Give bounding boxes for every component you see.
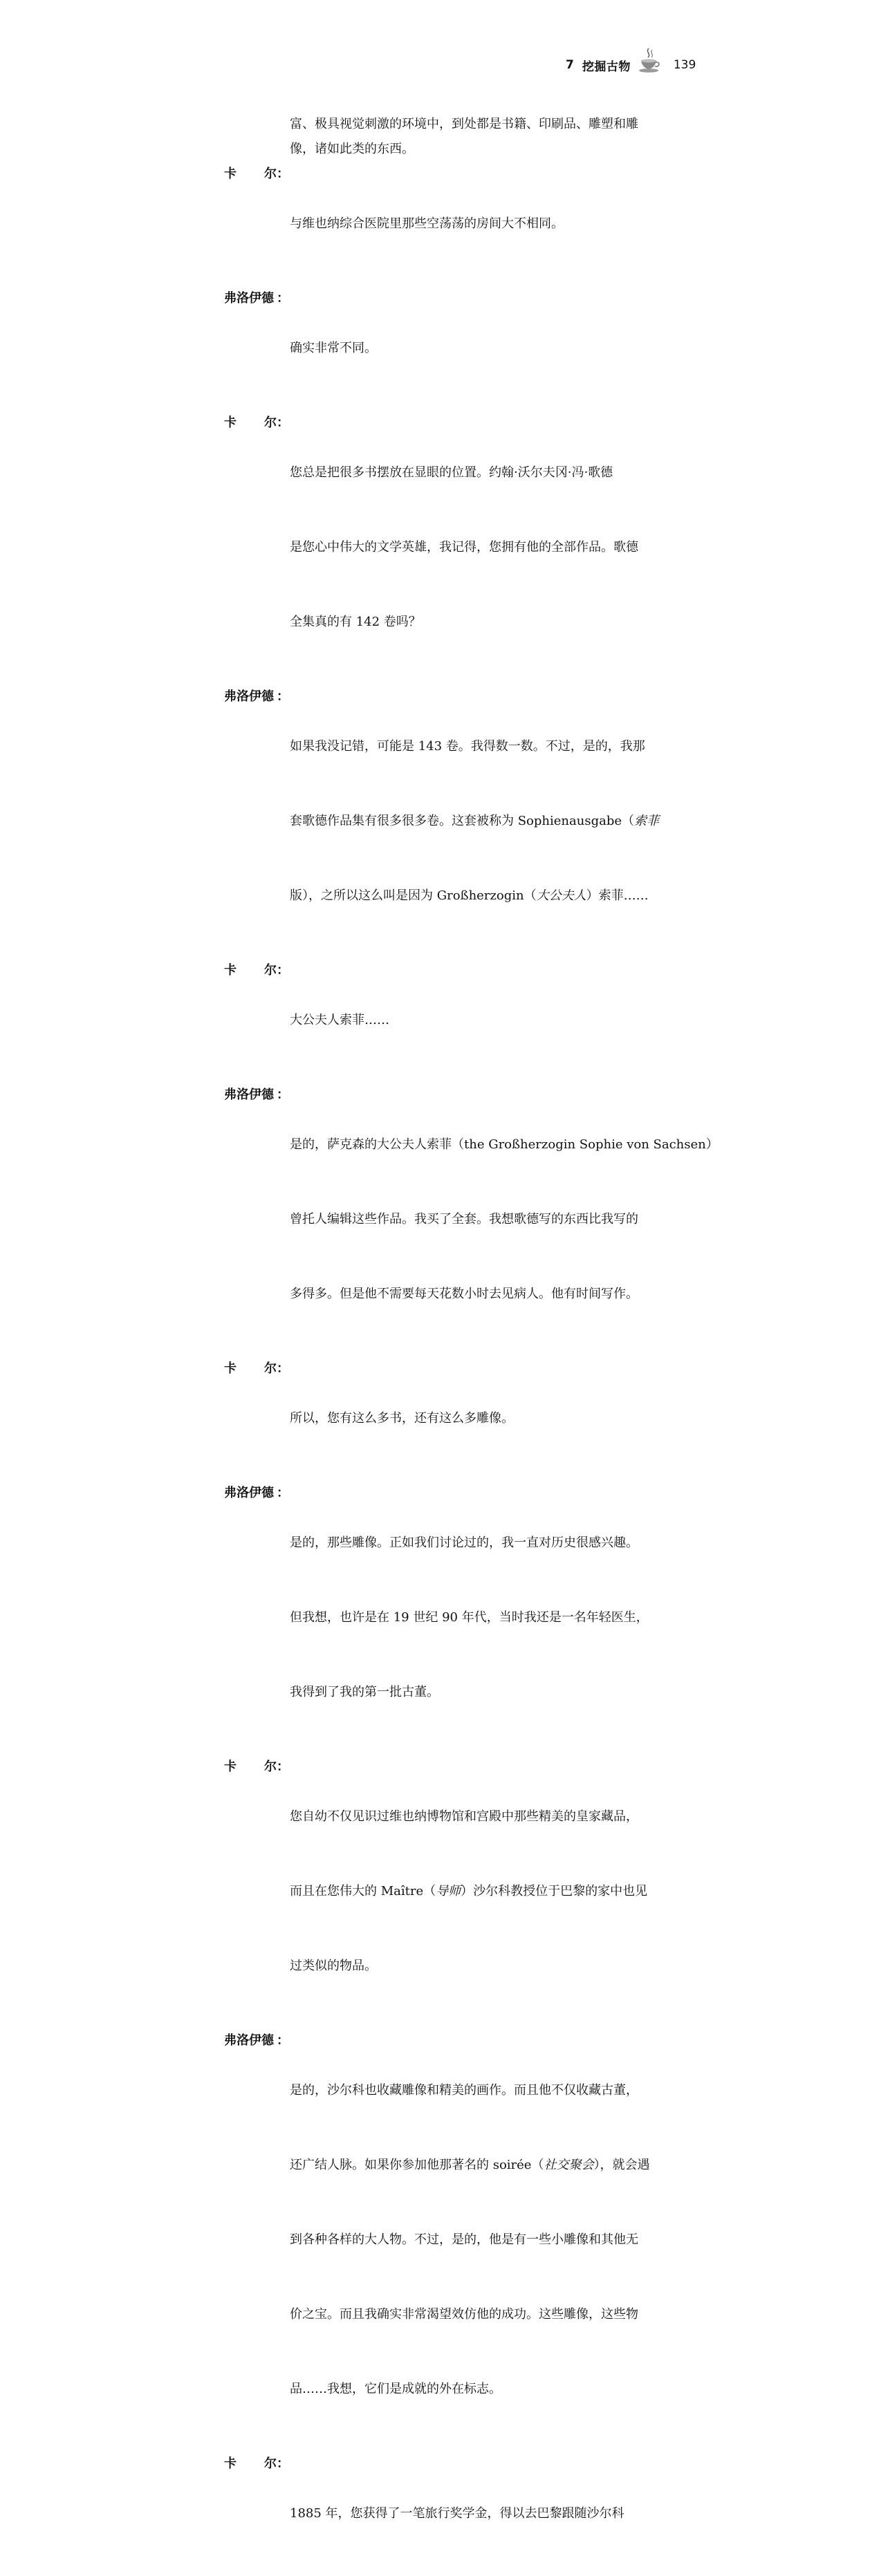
speech-text: 您总是把很多书摆放在显眼的位置。约翰·沃尔夫冈·冯·歌德 是您心中伟大的文学英雄，我记得，您拥有他的全部作品。歌德 全集真的有 142 卷吗？ — [290, 465, 638, 629]
speaker-label: 弗洛伊德 ： — [224, 689, 289, 704]
speaker-label: 卡 尔 ： — [224, 1361, 289, 1376]
dialogue-paragraph — [224, 958, 681, 1083]
speaker-label: 弗洛伊德 ： — [224, 1088, 289, 1102]
dialogue-paragraph — [224, 2028, 681, 2452]
coffee-cup-icon — [638, 46, 663, 74]
dialogue-paragraph — [224, 2452, 681, 2576]
speaker-label: 卡 尔 ： — [224, 963, 289, 978]
chapter-title: 挖掘古物 — [582, 59, 631, 74]
chapter-number: 7 — [566, 58, 574, 72]
page-number: 139 — [673, 58, 696, 72]
text-line: 像，诸如此类的东西。 — [290, 142, 414, 156]
speech-text: 如果我没记错，可能是 143 卷。我得数一数。不过，是的，我那 套歌德作品集有很多很多卷。这套被称为 Sophienausgabe（索菲 版），之所以这么叫是因为 Großherzogin（大公夫人）索菲…… — [290, 739, 659, 903]
dialogue-paragraph — [224, 1755, 681, 2028]
speaker-label: 卡 尔 ： — [224, 416, 289, 430]
speech-text: 是的，萨克森的大公夫人索菲（the Großherzogin Sophie von Sachsen） 曾托人编辑这些作品。我买了全套。我想歌德写的东西比我写的 多得多。但是他不需要每天花数小时去见病人。他有时间写作。 — [290, 1137, 719, 1301]
speech-text: 与维也纳综合医院里那些空荡荡的房间大不相同。 — [290, 216, 564, 231]
dialogue-paragraph — [224, 411, 681, 684]
speech-text: 确实非常不同。 — [290, 341, 377, 355]
speech-text: 1885 年，您获得了一笔旅行奖学金，得以去巴黎跟随沙尔科 — [290, 2506, 624, 2521]
speaker-label: 卡 尔 ： — [224, 2456, 289, 2471]
continuation-paragraph — [224, 112, 681, 162]
dialogue-paragraph — [224, 286, 681, 411]
dialogue-paragraph — [224, 1481, 681, 1755]
speaker-label: 卡 尔 ： — [224, 1760, 289, 1774]
dialogue-text — [224, 112, 719, 2576]
dialogue-paragraph — [224, 684, 681, 958]
text-line: 富、极具视觉刺激的环境中，到处都是书籍、印刷品、雕塑和雕 — [290, 117, 638, 131]
speaker-label: 卡 尔 ： — [224, 167, 289, 181]
speech-text: 是的，沙尔科也收藏雕像和精美的画作。而且他不仅收藏古董， 还广结人脉。如果你参加他那著名的 soirée（社交聚会），就会遇 到各种各样的大人物。不过，是的，他是有一些小雕像和其他无 价之宝。而且我确实非常渴望效仿他的成功。这些雕像，这些物 品……我想，它们是成就的外在标志。 — [290, 2083, 650, 2396]
running-header — [566, 55, 696, 75]
dialogue-paragraph — [224, 1356, 681, 1481]
dialogue-paragraph — [224, 162, 681, 286]
dialogue-paragraph — [224, 1083, 719, 1356]
speech-text: 所以，您有这么多书，还有这么多雕像。 — [290, 1411, 514, 1426]
speaker-label: 弗洛伊德 ： — [224, 2033, 289, 2048]
speaker-label: 弗洛伊德 ： — [224, 291, 289, 306]
speech-text: 是的，那些雕像。正如我们讨论过的，我一直对历史很感兴趣。 但我想，也许是在 19 世纪 90 年代，当时我还是一名年轻医生， 我得到了我的第一批古董。 — [290, 1536, 649, 1699]
speaker-label: 弗洛伊德 ： — [224, 1486, 289, 1500]
speech-text: 大公夫人索菲…… — [290, 1013, 389, 1027]
speech-text: 您自幼不仅见识过维也纳博物馆和宫殿中那些精美的皇家藏品， 而且在您伟大的 Maître（导师）沙尔科教授位于巴黎的家中也见 过类似的物品。 — [290, 1809, 648, 1973]
